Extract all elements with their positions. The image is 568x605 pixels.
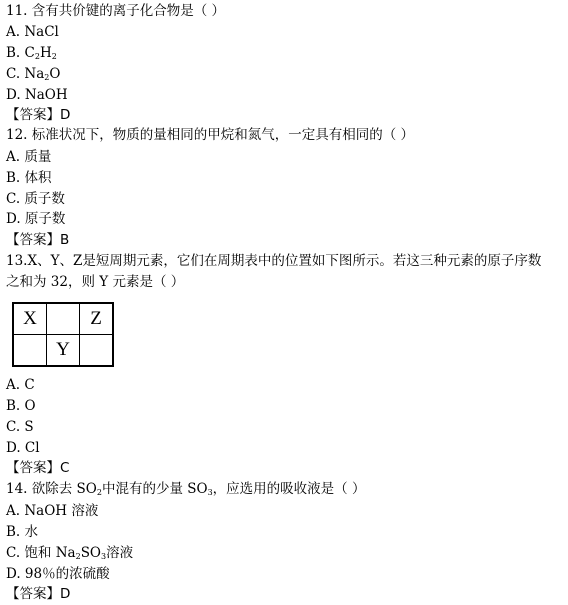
q14-option-a: A. NaOH 溶液 bbox=[6, 503, 99, 519]
q14-option-c-sub2: 3 bbox=[101, 552, 107, 561]
q12-option-b: B. 体积 bbox=[6, 170, 52, 186]
q12-option-c: C. 质子数 bbox=[6, 191, 65, 207]
q14-stem-sub1: 2 bbox=[96, 488, 102, 497]
q14-stem-sub2: 3 bbox=[207, 488, 213, 497]
periodic-cell-empty bbox=[80, 335, 114, 367]
periodic-cell-x: X bbox=[13, 303, 47, 335]
q14-answer-value: D bbox=[60, 586, 71, 602]
periodic-table-row-2 bbox=[13, 335, 113, 367]
q14-option-d: D. 98％的浓硫酸 bbox=[6, 566, 110, 582]
q12-option-d: D. 原子数 bbox=[6, 211, 66, 227]
q12-answer-label: 【答案】 bbox=[6, 232, 60, 248]
periodic-cell-empty bbox=[13, 335, 47, 367]
periodic-cell-z: Z bbox=[80, 303, 114, 335]
q14-stem-suffix: ，应选用的吸收液是（ ） bbox=[212, 481, 366, 497]
q13-option-b: B. O bbox=[6, 398, 36, 414]
q14-option-c-mid: SO bbox=[80, 545, 102, 561]
q13-option-d: D. Cl bbox=[6, 440, 40, 456]
q13-answer bbox=[6, 459, 69, 477]
q12-answer bbox=[6, 231, 69, 249]
q11-answer-label: 【答案】 bbox=[6, 107, 60, 123]
q14-option-c-suffix: 溶液 bbox=[106, 545, 134, 561]
q14-stem bbox=[6, 480, 365, 502]
q12-stem: 12. 标准状况下，物质的量相同的甲烷和氮气，一定具有相同的（ ） bbox=[6, 127, 415, 143]
q13-option-a: A. C bbox=[6, 377, 35, 393]
q13-option-c: C. S bbox=[6, 419, 34, 435]
q11-option-a: A. NaCl bbox=[6, 24, 59, 40]
q14-option-b: B. 水 bbox=[6, 524, 39, 540]
q11-stem: 11. 含有共价键的离子化合物是（ ） bbox=[6, 3, 226, 19]
q14-option-c bbox=[6, 544, 133, 566]
q11-option-d: D. NaOH bbox=[6, 87, 68, 103]
q14-answer bbox=[6, 585, 70, 603]
q11-option-b-sub1: 2 bbox=[34, 52, 40, 61]
q11-answer-value: D bbox=[60, 107, 71, 123]
q12-option-a: A. 质量 bbox=[6, 149, 52, 165]
q14-option-c-prefix: C. 饱和 Na bbox=[6, 545, 76, 561]
q14-answer-label: 【答案】 bbox=[6, 586, 60, 602]
q13-answer-value: C bbox=[60, 460, 70, 476]
q12-answer-value: B bbox=[60, 232, 70, 248]
q13-stem-line1: 13.X、Y、Z是短周期元素，它们在周期表中的位置如下图所示。若这三种元素的原子序数 bbox=[6, 253, 542, 269]
q11-option-c-prefix: C. Na bbox=[6, 66, 45, 82]
q11-option-c-sub: 2 bbox=[44, 73, 50, 82]
q13-stem-line2: 之和为 32，则 Y 元素是（ ） bbox=[6, 274, 185, 290]
periodic-table-row-1 bbox=[13, 303, 113, 335]
q14-stem-mid: 中混有的少量 SO bbox=[101, 481, 208, 497]
q11-answer bbox=[6, 106, 70, 124]
q11-option-b bbox=[6, 44, 57, 66]
q13-answer-label: 【答案】 bbox=[6, 460, 60, 476]
q11-option-c-suffix: O bbox=[49, 66, 61, 82]
q11-option-c bbox=[6, 65, 60, 87]
periodic-table-fragment bbox=[12, 302, 114, 367]
q14-option-c-sub1: 2 bbox=[75, 552, 81, 561]
periodic-cell-empty bbox=[47, 303, 80, 335]
q11-option-b-sub2: 2 bbox=[51, 52, 57, 61]
q11-option-b-mid: H bbox=[39, 45, 52, 61]
periodic-cell-y: Y bbox=[47, 335, 80, 367]
q14-stem-prefix: 14. 欲除去 SO bbox=[6, 481, 97, 497]
q11-option-b-prefix: B. C bbox=[6, 45, 35, 61]
